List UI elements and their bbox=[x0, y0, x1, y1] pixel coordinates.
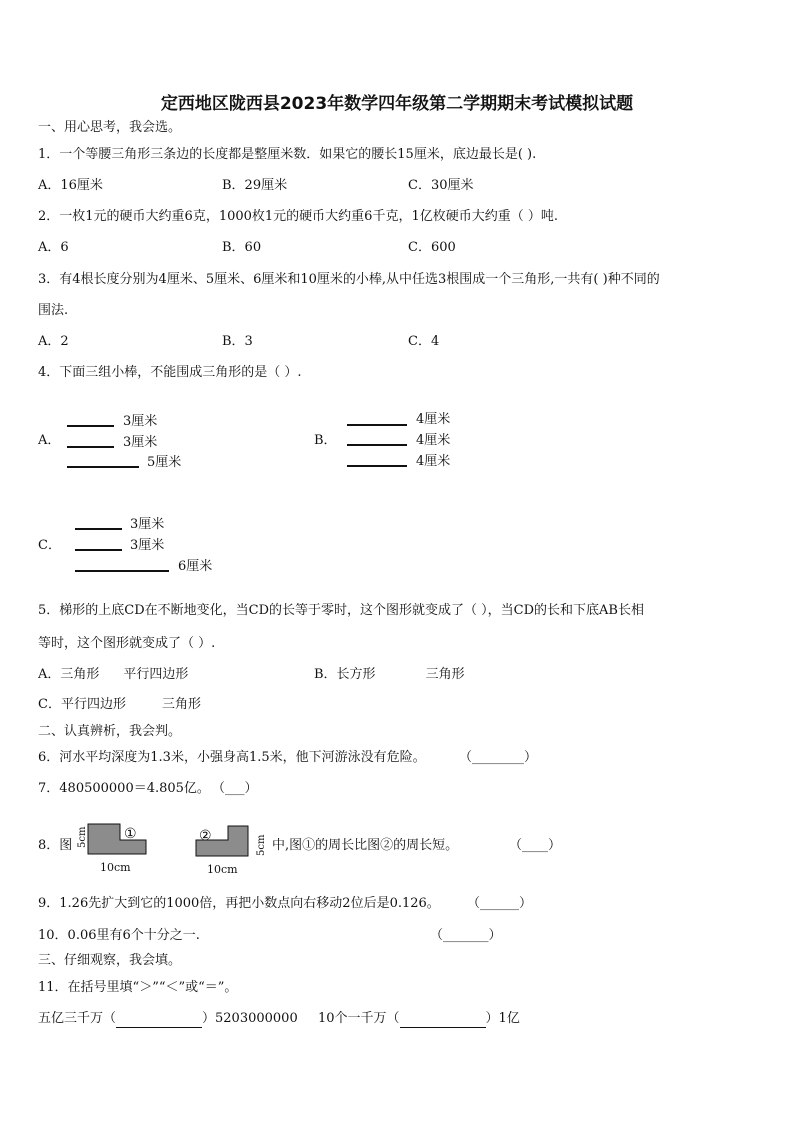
question-1-option-a[interactable]: A．16厘米 bbox=[38, 178, 103, 193]
stick-a-1 bbox=[67, 425, 114, 427]
section-heading-2: 二、认真辨析，我会判。 bbox=[38, 724, 182, 739]
question-3-option-c[interactable]: C．4 bbox=[408, 334, 440, 349]
question-1-stem: 1．一个等腰三角形三条边的长度都是整厘米数．如果它的腰长15厘米，底边最长是( ). bbox=[38, 147, 537, 162]
question-6-answer-blank[interactable]: （________） bbox=[459, 750, 538, 765]
question-11-item-2-blank[interactable] bbox=[400, 1011, 486, 1028]
question-3-option-b[interactable]: B．3 bbox=[222, 334, 253, 349]
question-3-option-a[interactable]: A．2 bbox=[38, 334, 69, 349]
question-5-option-a[interactable] bbox=[38, 667, 188, 683]
question-4-option-b-label[interactable]: B． bbox=[314, 433, 337, 448]
figure-1-width-label: 10cm bbox=[100, 861, 131, 874]
stick-c-2 bbox=[75, 549, 122, 551]
question-4-option-c-label[interactable]: C． bbox=[38, 538, 61, 553]
stick-c-3-length: 6厘米 bbox=[178, 559, 213, 574]
stick-b-1-length: 4厘米 bbox=[416, 412, 451, 427]
question-11-item-1-right: ）5203000000 bbox=[202, 1011, 298, 1026]
figure-2-width-label: 10cm bbox=[207, 863, 238, 876]
stick-a-2 bbox=[67, 446, 114, 448]
question-1-option-b[interactable]: B．29厘米 bbox=[222, 178, 288, 193]
figure-1-number: ① bbox=[124, 826, 137, 842]
question-11-item-2-right: ）1亿 bbox=[485, 1011, 520, 1026]
stick-a-3-length: 5厘米 bbox=[147, 455, 182, 470]
stick-b-2 bbox=[347, 444, 407, 446]
section-heading-3: 三、仔细观察，我会填。 bbox=[38, 953, 182, 968]
question-4-option-a-label[interactable]: A． bbox=[38, 433, 61, 448]
question-8-answer-blank[interactable]: （____） bbox=[509, 838, 562, 853]
question-11-item-2-left: 10个一千万（ bbox=[318, 1011, 400, 1026]
question-3-stem-line2: 围法. bbox=[38, 303, 69, 318]
question-11-stem: 11．在括号里填“＞”“＜”或“＝”。 bbox=[38, 980, 238, 995]
stick-c-3 bbox=[75, 570, 169, 572]
question-7-text: 7．480500000＝4.805亿。 bbox=[38, 781, 210, 796]
stick-b-3 bbox=[347, 465, 407, 467]
question-6-text: 6．河水平均深度为1.3米，小强身高1.5米，他下河游泳没有危险。 bbox=[38, 750, 426, 765]
question-5-option-c-second: 三角形 bbox=[161, 697, 201, 712]
question-2-stem: 2．一枚1元的硬币大约重6克，1000枚1元的硬币大约重6千克，1亿枚硬币大约重（ ）吨. bbox=[38, 209, 558, 224]
question-4-stem: 4．下面三组小棒，不能围成三角形的是（ ）. bbox=[38, 365, 302, 380]
question-3-stem-line1: 3．有4根长度分别为4厘米、5厘米、6厘米和10厘米的小棒,从中任选3根围成一个三角形,一共有( )种不同的 bbox=[38, 272, 660, 287]
question-2-option-b[interactable]: B．60 bbox=[222, 240, 262, 255]
stick-a-3 bbox=[67, 466, 139, 468]
stick-c-1-length: 3厘米 bbox=[130, 517, 165, 532]
question-2-option-c[interactable]: C．600 bbox=[408, 240, 456, 255]
question-5-option-b[interactable] bbox=[314, 667, 465, 683]
section-heading-1: 一、用心思考，我会选。 bbox=[38, 120, 182, 135]
question-5-stem-line2: 等时，这个图形就变成了（ ）. bbox=[38, 636, 216, 651]
question-8-prefix: 8．图 bbox=[38, 838, 73, 853]
figure-2-number: ② bbox=[199, 828, 212, 844]
question-5-option-c[interactable] bbox=[38, 697, 201, 713]
question-5-option-a-second: 平行四边形 bbox=[123, 667, 189, 682]
question-1-option-c[interactable]: C．30厘米 bbox=[408, 178, 474, 193]
question-8-text: 中,图①的周长比图②的周长短。 bbox=[272, 838, 459, 853]
question-10-text: 10．0.06里有6个十分之一. bbox=[38, 928, 200, 943]
question-11-item-1-left: 五亿三千万（ bbox=[38, 1011, 117, 1026]
stick-b-1 bbox=[347, 424, 407, 426]
question-11-item-2 bbox=[318, 1011, 520, 1028]
figure-1-height-label: 5cm bbox=[77, 826, 88, 848]
stick-a-1-length: 3厘米 bbox=[123, 414, 158, 429]
stick-c-2-length: 3厘米 bbox=[130, 538, 165, 553]
stick-b-3-length: 4厘米 bbox=[416, 454, 451, 469]
question-11-item-1-blank[interactable] bbox=[116, 1011, 202, 1028]
question-11-item-1 bbox=[38, 1011, 298, 1028]
page-title: 定西地区陇西县2023年数学四年级第二学期期末考试模拟试题 bbox=[160, 94, 634, 114]
question-7-answer-blank[interactable]: （___） bbox=[212, 781, 258, 796]
question-10-answer-blank[interactable]: （_______） bbox=[430, 928, 502, 943]
question-9-text: 9．1.26先扩大到它的1000倍，再把小数点向右移动2位后是0.126。 bbox=[38, 896, 440, 911]
stick-c-1 bbox=[75, 528, 122, 530]
question-2-option-a[interactable]: A．6 bbox=[38, 240, 69, 255]
stick-a-2-length: 3厘米 bbox=[123, 435, 158, 450]
question-5-option-c-first: C．平行四边形 bbox=[38, 697, 126, 712]
question-5-option-b-first: B．长方形 bbox=[314, 667, 376, 682]
stick-b-2-length: 4厘米 bbox=[416, 433, 451, 448]
question-9-answer-blank[interactable]: （______） bbox=[467, 896, 533, 911]
question-5-option-b-second: 三角形 bbox=[425, 667, 465, 682]
figure-2-height-label: 5cm bbox=[256, 834, 267, 856]
question-5-stem-line1: 5．梯形的上底CD在不断地变化，当CD的长等于零时，这个图形就变成了（ ），当CD的长和下底AB长相 bbox=[38, 603, 644, 618]
question-5-option-a-first: A．三角形 bbox=[38, 667, 100, 682]
